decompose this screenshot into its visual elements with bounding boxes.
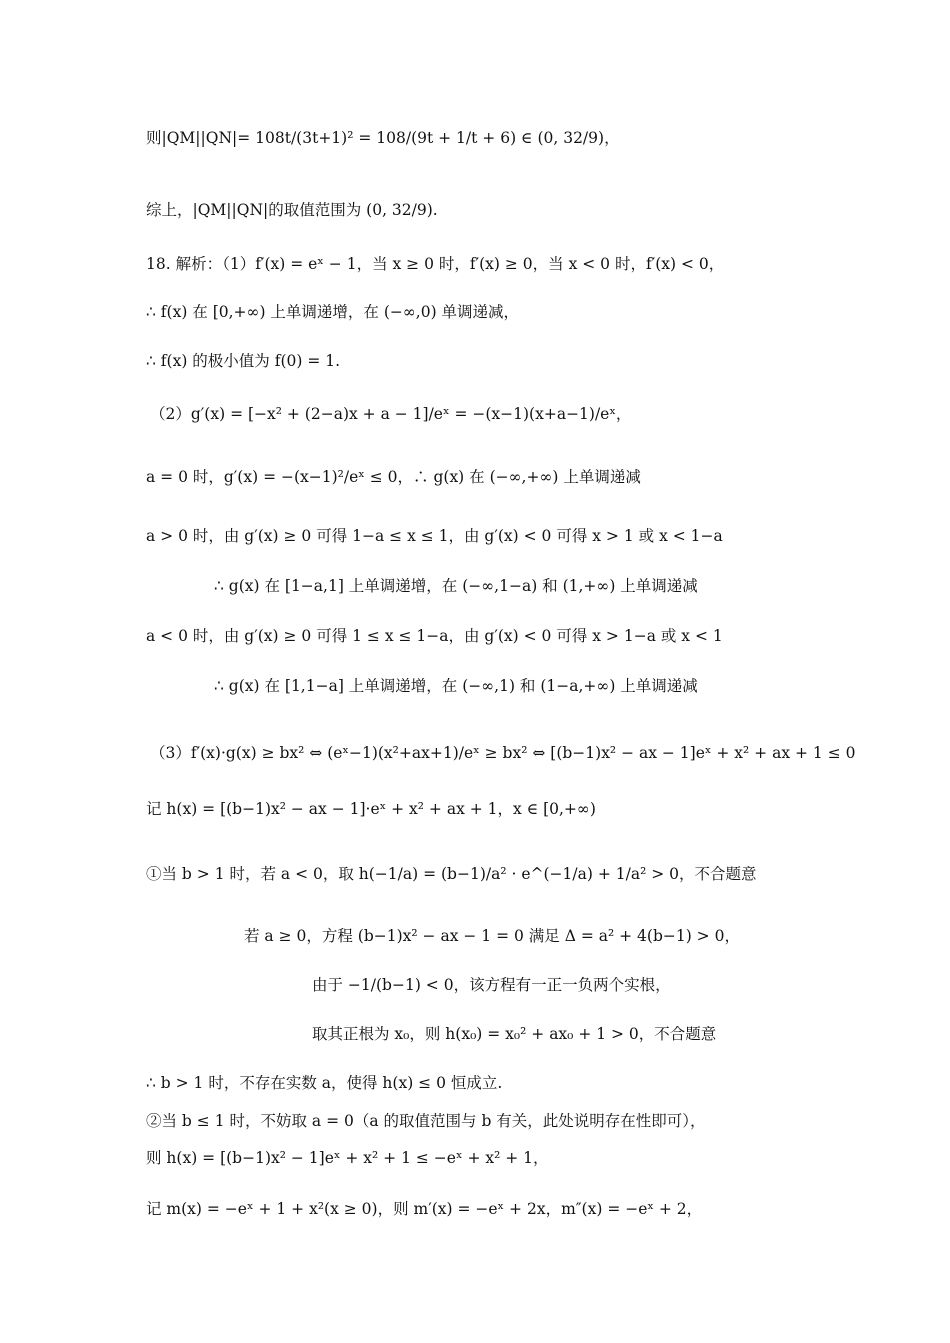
text-line-3: 18. 解析：（1）f′(x) = eˣ − 1，当 x ≥ 0 时，f′(x) ≥ 0，当 x < 0 时，f′(x) < 0， <box>146 255 725 273</box>
text-line-10: a < 0 时，由 g′(x) ≥ 0 可得 1 ≤ x ≤ 1−a，由 g′(x) < 0 可得 x > 1−a 或 x < 1 <box>146 627 723 645</box>
text-line-15: 若 a ≥ 0，方程 (b−1)x² − ax − 1 = 0 满足 Δ = a² + 4(b−1) > 0， <box>244 927 740 945</box>
text-line-20: 则 h(x) = [(b−1)x² − 1]eˣ + x² + 1 ≤ −eˣ + x² + 1， <box>146 1149 549 1167</box>
text-line-19: ②当 b ≤ 1 时，不妨取 a = 0（a 的取值范围与 b 有关，此处说明存在性即可）， <box>146 1112 706 1130</box>
text-line-5: ∴ f(x) 的极小值为 f(0) = 1. <box>146 352 341 370</box>
text-line-18: ∴ b > 1 时，不存在实数 a，使得 h(x) ≤ 0 恒成立. <box>146 1074 503 1092</box>
text-line-17: 取其正根为 x₀，则 h(x₀) = x₀² + ax₀ + 1 > 0，不合题意 <box>312 1025 717 1043</box>
text-line-9: ∴ g(x) 在 [1−a,1] 上单调递增，在 (−∞,1−a) 和 (1,+∞) 上单调递减 <box>214 577 698 595</box>
text-line-21: 记 m(x) = −eˣ + 1 + x²(x ≥ 0)，则 m′(x) = −eˣ + 2x，m″(x) = −eˣ + 2， <box>146 1200 703 1218</box>
text-line-2: 综上，|QM||QN|的取值范围为 (0, 32/9). <box>146 201 438 219</box>
text-line-16: 由于 −1/(b−1) < 0，该方程有一正一负两个实根， <box>312 976 671 994</box>
text-line-11: ∴ g(x) 在 [1,1−a] 上单调递增，在 (−∞,1) 和 (1−a,+∞) 上单调递减 <box>214 677 698 695</box>
text-line-14: ①当 b > 1 时，若 a < 0，取 h(−1/a) = (b−1)/a² · e^(−1/a) + 1/a² > 0，不合题意 <box>146 865 757 883</box>
text-line-6: （2）g′(x) = [−x² + (2−a)x + a − 1]/eˣ = −(x−1)(x+a−1)/eˣ， <box>150 405 632 423</box>
text-line-4: ∴ f(x) 在 [0,+∞) 上单调递增，在 (−∞,0) 单调递减， <box>146 303 520 321</box>
text-line-12: （3）f′(x)·g(x) ≥ bx² ⇔ (eˣ−1)(x²+ax+1)/eˣ ≥ bx² ⇔ [(b−1)x² − ax − 1]eˣ + x² + ax + 1 ≤ 0 <box>150 744 856 762</box>
text-line-8: a > 0 时，由 g′(x) ≥ 0 可得 1−a ≤ x ≤ 1，由 g′(x) < 0 可得 x > 1 或 x < 1−a <box>146 527 723 545</box>
text-line-13: 记 h(x) = [(b−1)x² − ax − 1]·eˣ + x² + ax + 1，x ∈ [0,+∞) <box>146 800 596 818</box>
text-line-7: a = 0 时，g′(x) = −(x−1)²/eˣ ≤ 0，∴ g(x) 在 (−∞,+∞) 上单调递减 <box>146 468 641 486</box>
text-line-1: 则|QM||QN|= 108t/(3t+1)² = 108/(9t + 1/t + 6) ∈ (0, 32/9)， <box>146 129 620 147</box>
